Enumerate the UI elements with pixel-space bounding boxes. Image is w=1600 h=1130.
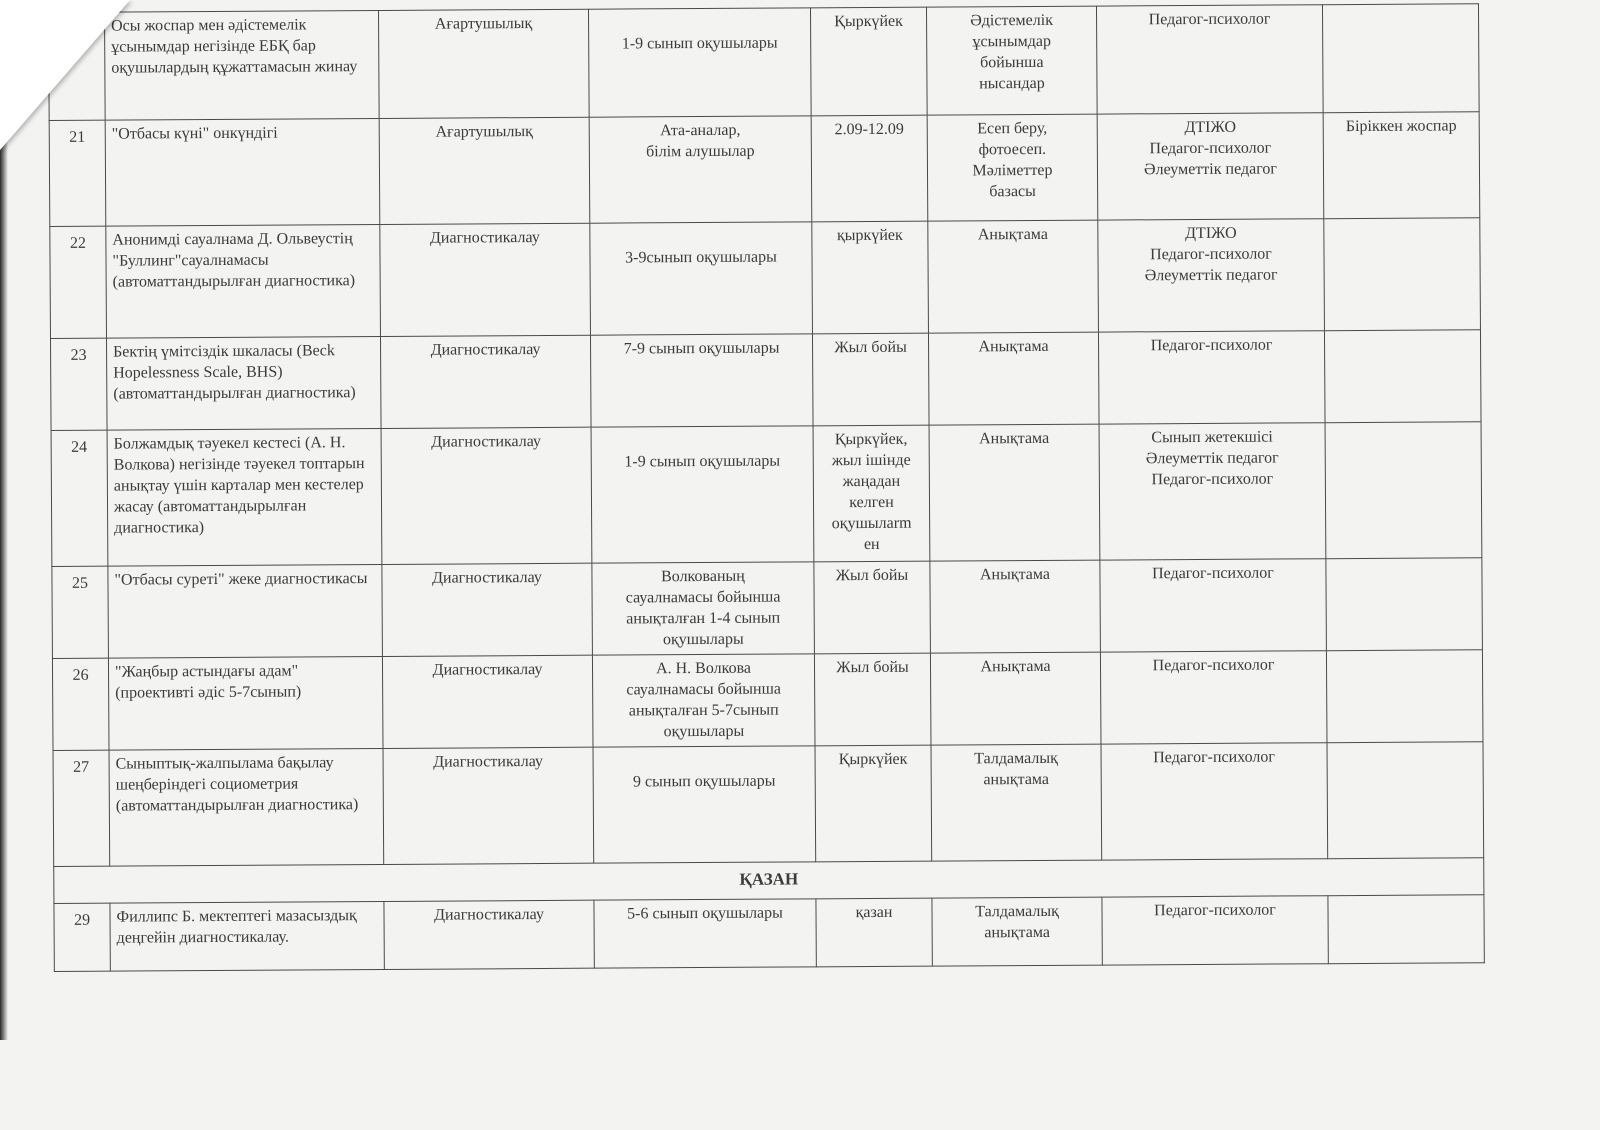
date: Қыркүйек	[810, 7, 927, 116]
audience: Ата-аналар, білім алушылар	[589, 116, 812, 223]
table-row	[49, 4, 1480, 121]
completion-form: Анықтама	[930, 560, 1101, 653]
date: қазан	[816, 898, 932, 967]
table-row	[52, 650, 1483, 751]
event-name: Болжамдық тәуекел кестесі (А. Н. Волкова) негізінде тәуекел топтарын анықтау үшін карталар мен кестелер жасау (автоматтандырылған диагностика)	[107, 428, 382, 566]
responsible: Педагог-психолог	[1096, 5, 1323, 114]
table-row	[50, 330, 1481, 431]
event-type: Диагностикалау	[380, 223, 591, 336]
row-number: 24	[51, 430, 108, 566]
table-row	[54, 895, 1484, 972]
event-type: Ағартушылық	[378, 9, 589, 118]
completion-form: Анықтама	[928, 332, 1099, 425]
event-type: Ағартушылық	[379, 117, 590, 224]
audience: 1-9 сынып оқушылары	[591, 426, 814, 563]
audience: 3-9сынып оқушылары	[590, 222, 813, 335]
event-name: Осы жоспар мен әдістемелік ұсынымдар негізінде ЕБҚ бар оқушылардың құжаттамасын жинау	[105, 10, 380, 120]
note	[1326, 558, 1483, 651]
audience: 5-6 сынып оқушылары	[594, 899, 816, 968]
audience: Волкованың сауалнамасы бойынша анықталған 1-4 сынып оқушылары	[592, 562, 815, 655]
table-row	[50, 218, 1481, 339]
event-type: Диагностикалау	[384, 900, 594, 969]
completion-form: Анықтама	[928, 220, 1099, 333]
table-row	[53, 742, 1484, 867]
completion-form: Талдамалық анықтама	[932, 897, 1102, 966]
responsible: ДТІЖО Педагог-психолог Әлеуметтік педагог	[1098, 219, 1325, 332]
note	[1328, 895, 1484, 964]
event-type: Диагностикалау	[383, 747, 594, 864]
table-row	[49, 112, 1480, 227]
month-header: ҚАЗАН	[54, 858, 1484, 904]
row-number: 21	[49, 120, 106, 226]
event-type: Диагностикалау	[382, 655, 593, 748]
plan-table	[48, 3, 1485, 972]
row-number: 22	[50, 226, 107, 338]
event-name: Сыныптық-жалпылама бақылау шеңберіндегі социометрия (автоматтандырылған диагностика)	[109, 748, 384, 866]
event-name: "Отбасы күні" онкүндігі	[105, 118, 380, 226]
note	[1324, 330, 1481, 423]
completion-form: Анықтама	[930, 652, 1101, 745]
responsible: ДТІЖО Педагог-психолог Әлеуметтік педагог	[1097, 113, 1324, 220]
event-name: Филлипс Б. мектептегі мазасыздық деңгейін диагностикалау.	[110, 901, 384, 971]
page-edge-shadow	[0, 140, 8, 1040]
date: 2.09-12.09	[811, 115, 928, 222]
completion-form: Талдамалық анықтама	[931, 744, 1102, 861]
responsible: Педагог-психолог	[1101, 743, 1328, 860]
completion-form: Әдістемелік ұсынымдар бойынша нысандар	[926, 6, 1097, 115]
date: Жыл бойы	[812, 333, 929, 426]
note	[1322, 4, 1479, 113]
note	[1326, 650, 1483, 743]
table-row	[51, 422, 1482, 567]
event-type: Диагностикалау	[381, 427, 592, 564]
responsible: Педагог-психолог	[1100, 651, 1327, 744]
document-sheet	[48, 3, 1485, 972]
date: қыркүйек	[812, 221, 929, 334]
completion-form: Анықтама	[929, 424, 1100, 561]
audience: 7-9 сынып оқушылары	[590, 334, 813, 427]
date: Қыркүйек, жыл ішінде жаңадан келген оқушылarm ен	[813, 425, 930, 562]
row-number: 27	[53, 750, 110, 866]
responsible: Педагог-психолог	[1102, 896, 1328, 965]
note	[1324, 218, 1481, 331]
event-name: Анонимді сауалнама Д. Ольвеустің "Буллинг"сауалнамасы (автоматтандырылған диагностика)	[106, 224, 381, 338]
event-type: Диагностикалау	[380, 335, 591, 428]
row-number: 26	[52, 658, 109, 750]
note	[1327, 742, 1484, 859]
audience: А. Н. Волкова сауалнамасы бойынша анықталған 5-7сынып оқушылары	[592, 654, 815, 747]
note: Біріккен жоспар	[1323, 112, 1480, 219]
date: Жыл бойы	[814, 653, 931, 746]
responsible: Педагог-психолог	[1100, 559, 1327, 652]
event-name: Бектің үмітсіздік шкаласы (Beck Hopelessness Scale, BHS) (автоматтандырылған диагностика)	[106, 336, 381, 430]
date: Жыл бойы	[814, 561, 931, 654]
event-name: "Отбасы суреті" жеке диагностикасы	[108, 564, 383, 658]
row-number: 23	[50, 338, 107, 430]
row-number: 29	[54, 903, 110, 971]
date: Қыркүйек	[815, 745, 932, 862]
event-type: Диагностикалау	[382, 563, 593, 656]
page-corner-fold	[0, 0, 130, 150]
responsible: Педагог-психолог	[1098, 331, 1325, 424]
responsible: Сынып жетекшісі Әлеуметтік педагог Педагог-психолог	[1099, 423, 1326, 560]
table-row	[52, 558, 1483, 659]
event-name: "Жаңбыр астындағы адам" (проективті әдіс 5-7сынып)	[108, 656, 383, 750]
audience: 1-9 сынып оқушылары	[588, 8, 811, 117]
note	[1325, 422, 1482, 559]
row-number: 25	[52, 566, 109, 658]
audience: 9 сынып оқушылары	[593, 746, 816, 863]
completion-form: Есеп беру, фотоесеп. Мәліметтер базасы	[927, 114, 1098, 221]
